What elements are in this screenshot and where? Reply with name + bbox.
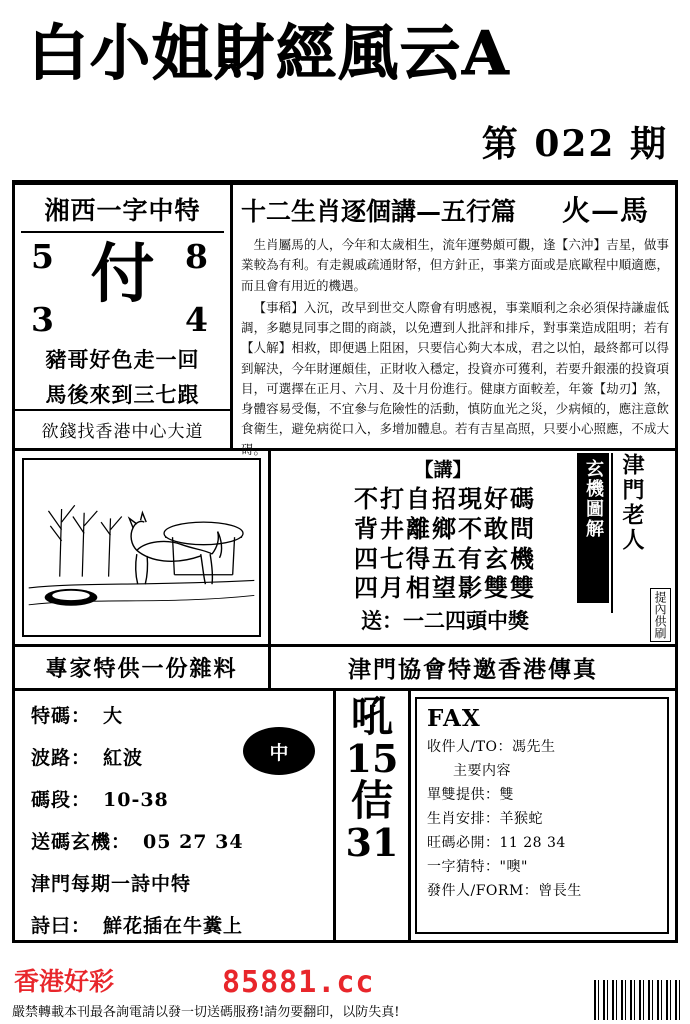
lucky-big-character: 付 bbox=[90, 237, 155, 312]
tip-label: 送碼玄機： bbox=[31, 831, 132, 853]
vertical-label-author: 津門老人 bbox=[611, 453, 648, 613]
verse-heading: 【講】 bbox=[414, 459, 472, 481]
verse-line: 背井離鄉不敢問 bbox=[354, 513, 536, 543]
tips-list bbox=[15, 691, 333, 940]
issue-number: 第 022 期 bbox=[481, 123, 668, 165]
verse-send-line: 送：一二四頭中獎 bbox=[361, 608, 529, 633]
article-header bbox=[241, 189, 669, 229]
lucky-number-top-left: 5 bbox=[31, 237, 54, 276]
lucky-char-bottom: 佶 bbox=[350, 775, 393, 825]
tip-row bbox=[31, 911, 333, 938]
tip-row bbox=[31, 869, 333, 896]
banner-right-text: 津門協會特邀香港傳真 bbox=[348, 656, 598, 683]
tip-row bbox=[31, 785, 333, 812]
tip-row bbox=[31, 701, 333, 728]
lucky-number-top-right: 8 bbox=[185, 237, 208, 276]
lucky-verse-line-2: 馬後來到三七跟 bbox=[45, 382, 200, 407]
verse-line: 四月相望影雙雙 bbox=[354, 573, 536, 603]
lucky-number-bottom-left: 3 bbox=[31, 300, 54, 339]
lucky-word-box bbox=[15, 185, 233, 448]
vertical-label-note: 提內供刷 bbox=[650, 588, 671, 642]
verse-box bbox=[271, 451, 675, 644]
seal-stamp: 中 bbox=[243, 727, 315, 775]
lucky-word-title: 湘西一字中特 bbox=[44, 196, 201, 225]
lucky-char-top: 吼 bbox=[350, 692, 393, 741]
masthead bbox=[12, 19, 678, 174]
bottom-section bbox=[12, 691, 678, 943]
lucky-footer-slogan: 欲錢找香港中心大道 bbox=[15, 409, 230, 448]
fax-subject: 主要内容 bbox=[453, 763, 511, 779]
tip-value: 鮮花插在牛糞上 bbox=[103, 915, 244, 937]
banner-section bbox=[12, 647, 678, 691]
fax-line-odd-even: 單雙提供：雙 bbox=[427, 787, 514, 803]
illustration-section bbox=[12, 451, 678, 647]
fax-to: 收件人/TO：馮先生 bbox=[427, 739, 556, 755]
article-paragraph: 【事稻】入沉，改早到世交人際會有明感視，事業順利之余必須保持謙虛低調，多聽見同事之間的商談，以免遭到人批評和排斥，對事業造成阻明；若有【人解】相救，即便遇上阻困，只要信心夠大本成，君之以怕，最終都可以得到解決，今年財運頗佳，正財收入穩定，投資亦可獲利，若要升銀漲的投資項目，可選擇在正月、六月、及十月份進行。健康方面較差，年簽【劫刃】煞，身體容易受傷，不宜參与危險性的活動，慎防血光之災，少病傾的，應注意飲食衛生，避免病從口入，多增加體息。若有吉星高照，只要小心照應，不成大碍。 bbox=[241, 299, 669, 457]
fax-panel bbox=[411, 691, 675, 940]
footer-domain: 85881.cc bbox=[222, 965, 375, 1000]
fax-line-word-guess: 一字猜特："噢" bbox=[427, 859, 528, 875]
article-paragraph: 生肖屬馬的人，今年和太歲相生，流年運勢頗可觀，逢【六沖】吉星，做事業較為有利。有走親戚疏通財帑，但方針正，事業方面或是底歐程中順適應，而且會有用近的機遇。 bbox=[241, 237, 669, 293]
fax-from: 發件人/FORM：曾長生 bbox=[427, 883, 582, 899]
tip-label: 津門每期一詩中特 bbox=[31, 873, 192, 895]
lucky-number-bottom-right: 4 bbox=[185, 300, 208, 339]
tip-label: 特碼： bbox=[31, 705, 92, 727]
fax-title: FAX bbox=[427, 705, 481, 732]
footer-disclaimer: 嚴禁轉載本刊最各詢電請以發一切送碼服務!請勿要翻印，以防失真! bbox=[12, 1005, 400, 1020]
lucky-column bbox=[333, 691, 411, 940]
fax-line-zodiac: 生肖安排：羊猴蛇 bbox=[427, 811, 543, 827]
tip-value: 紅波 bbox=[103, 747, 144, 769]
lucky-word-divider bbox=[21, 231, 224, 233]
lucky-verse-line-1: 豬哥好色走一回 bbox=[45, 347, 200, 372]
fax-sheet bbox=[415, 697, 669, 934]
tip-value: 05 27 34 bbox=[143, 831, 244, 853]
article-box bbox=[233, 185, 675, 457]
article-title: 十二生肖逐個講—五行篇 bbox=[241, 197, 517, 226]
tip-label: 詩曰： bbox=[31, 915, 92, 937]
vertical-label-decode: 玄機圖解 bbox=[577, 453, 609, 603]
article-element-pair: 火—馬 bbox=[561, 194, 649, 227]
verse-line: 不打自招現好碼 bbox=[354, 484, 536, 513]
page-title: 白小姐財經風云A bbox=[28, 19, 511, 89]
lucky-word-grid bbox=[15, 235, 230, 339]
article-body bbox=[241, 235, 669, 460]
lucky-num-bottom: 31 bbox=[345, 820, 399, 866]
vertical-label-group bbox=[577, 453, 671, 642]
tip-label: 波路： bbox=[31, 747, 92, 769]
tip-row bbox=[31, 827, 333, 854]
tip-value: 10-38 bbox=[103, 789, 169, 811]
tip-value: 大 bbox=[103, 705, 124, 727]
verse-line: 四七得五有玄機 bbox=[354, 543, 536, 573]
banner-left-text: 專家特供一份雜料 bbox=[15, 647, 271, 688]
tip-label: 碼段： bbox=[31, 789, 92, 811]
top-section bbox=[12, 185, 678, 457]
footer-brand: 香港好彩 bbox=[14, 967, 115, 996]
lucky-num-top: 15 bbox=[345, 736, 399, 782]
page-footer bbox=[0, 966, 690, 1024]
fax-line-hot-numbers: 旺碼必開：11 28 34 bbox=[427, 835, 566, 851]
barcode bbox=[594, 980, 680, 1020]
